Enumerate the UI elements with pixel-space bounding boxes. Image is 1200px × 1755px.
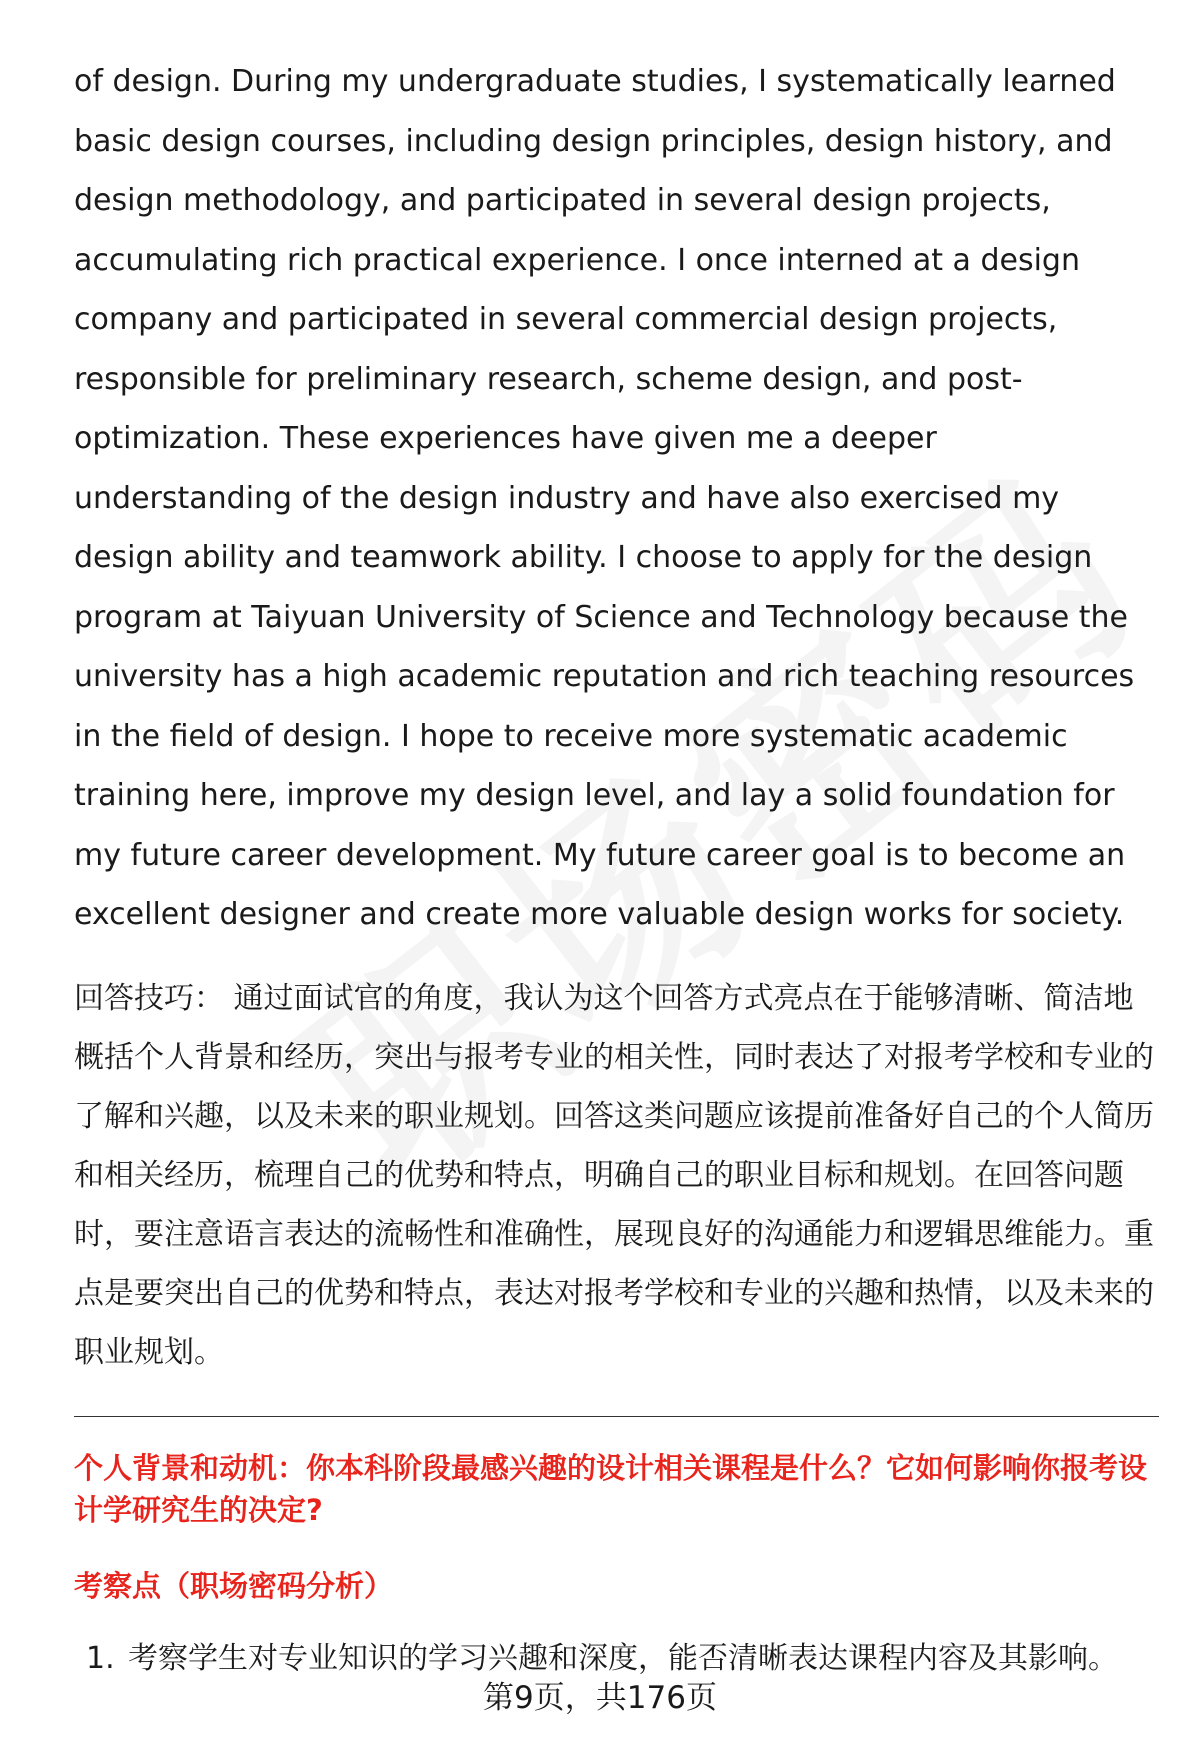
- exam-points-heading: 考察点（职场密码分析）: [74, 1568, 394, 1603]
- list-item-number: 1.: [86, 1640, 115, 1676]
- exam-points-list: [74, 1637, 1159, 1681]
- list-item-text: 考察学生对专业知识的学习兴趣和深度，能否清晰表达课程内容及其影响。: [128, 1640, 1118, 1676]
- english-answer-paragraph: of design. During my undergraduate studies, I systematically learned basic design courses, including design principles, design history, and design methodology, and participated in several design projects, accumulating rich practical experience. I once interned at a design company and participated in several commercial design projects, responsible for preliminary research, scheme design, and post-optimization. These experiences have given me a deeper understanding of the design industry and have also exercised my design ability and teamwork ability. I choose to apply for the design program at Taiyuan University of Science and Technology because the university has a high academic reputation and rich teaching resources in the field of design. I hope to receive more systematic academic training here, improve my design level, and lay a solid foundation for my future career development. My future career goal is to become an excellent designer and create more valuable design works for society.: [74, 64, 1135, 932]
- answer-tips-paragraph: 回答技巧： 通过面试官的角度，我认为这个回答方式亮点在于能够清晰、简洁地概括个人背景和经历，突出与报考专业的相关性，同时表达了对报考学校和专业的了解和兴趣，以及未来的职业规划。回答这类问题应该提前准备好自己的个人简历和相关经历，梳理自己的优势和特点，明确自己的职业目标和规划。在回答问题时，要注意语言表达的流畅性和准确性，展现良好的沟通能力和逻辑思维能力。重点是要突出自己的优势和特点，表达对报考学校和专业的兴趣和热情，以及未来的职业规划。: [74, 980, 1154, 1370]
- section-divider: [74, 1416, 1159, 1417]
- question-heading: 个人背景和动机：你本科阶段最感兴趣的设计相关课程是什么？它如何影响你报考设计学研究生的决定?: [74, 1450, 1148, 1527]
- page-number-footer: 第9页，共176页: [483, 1680, 717, 1716]
- list-item: [74, 1637, 1159, 1681]
- page-content: [74, 52, 1159, 1681]
